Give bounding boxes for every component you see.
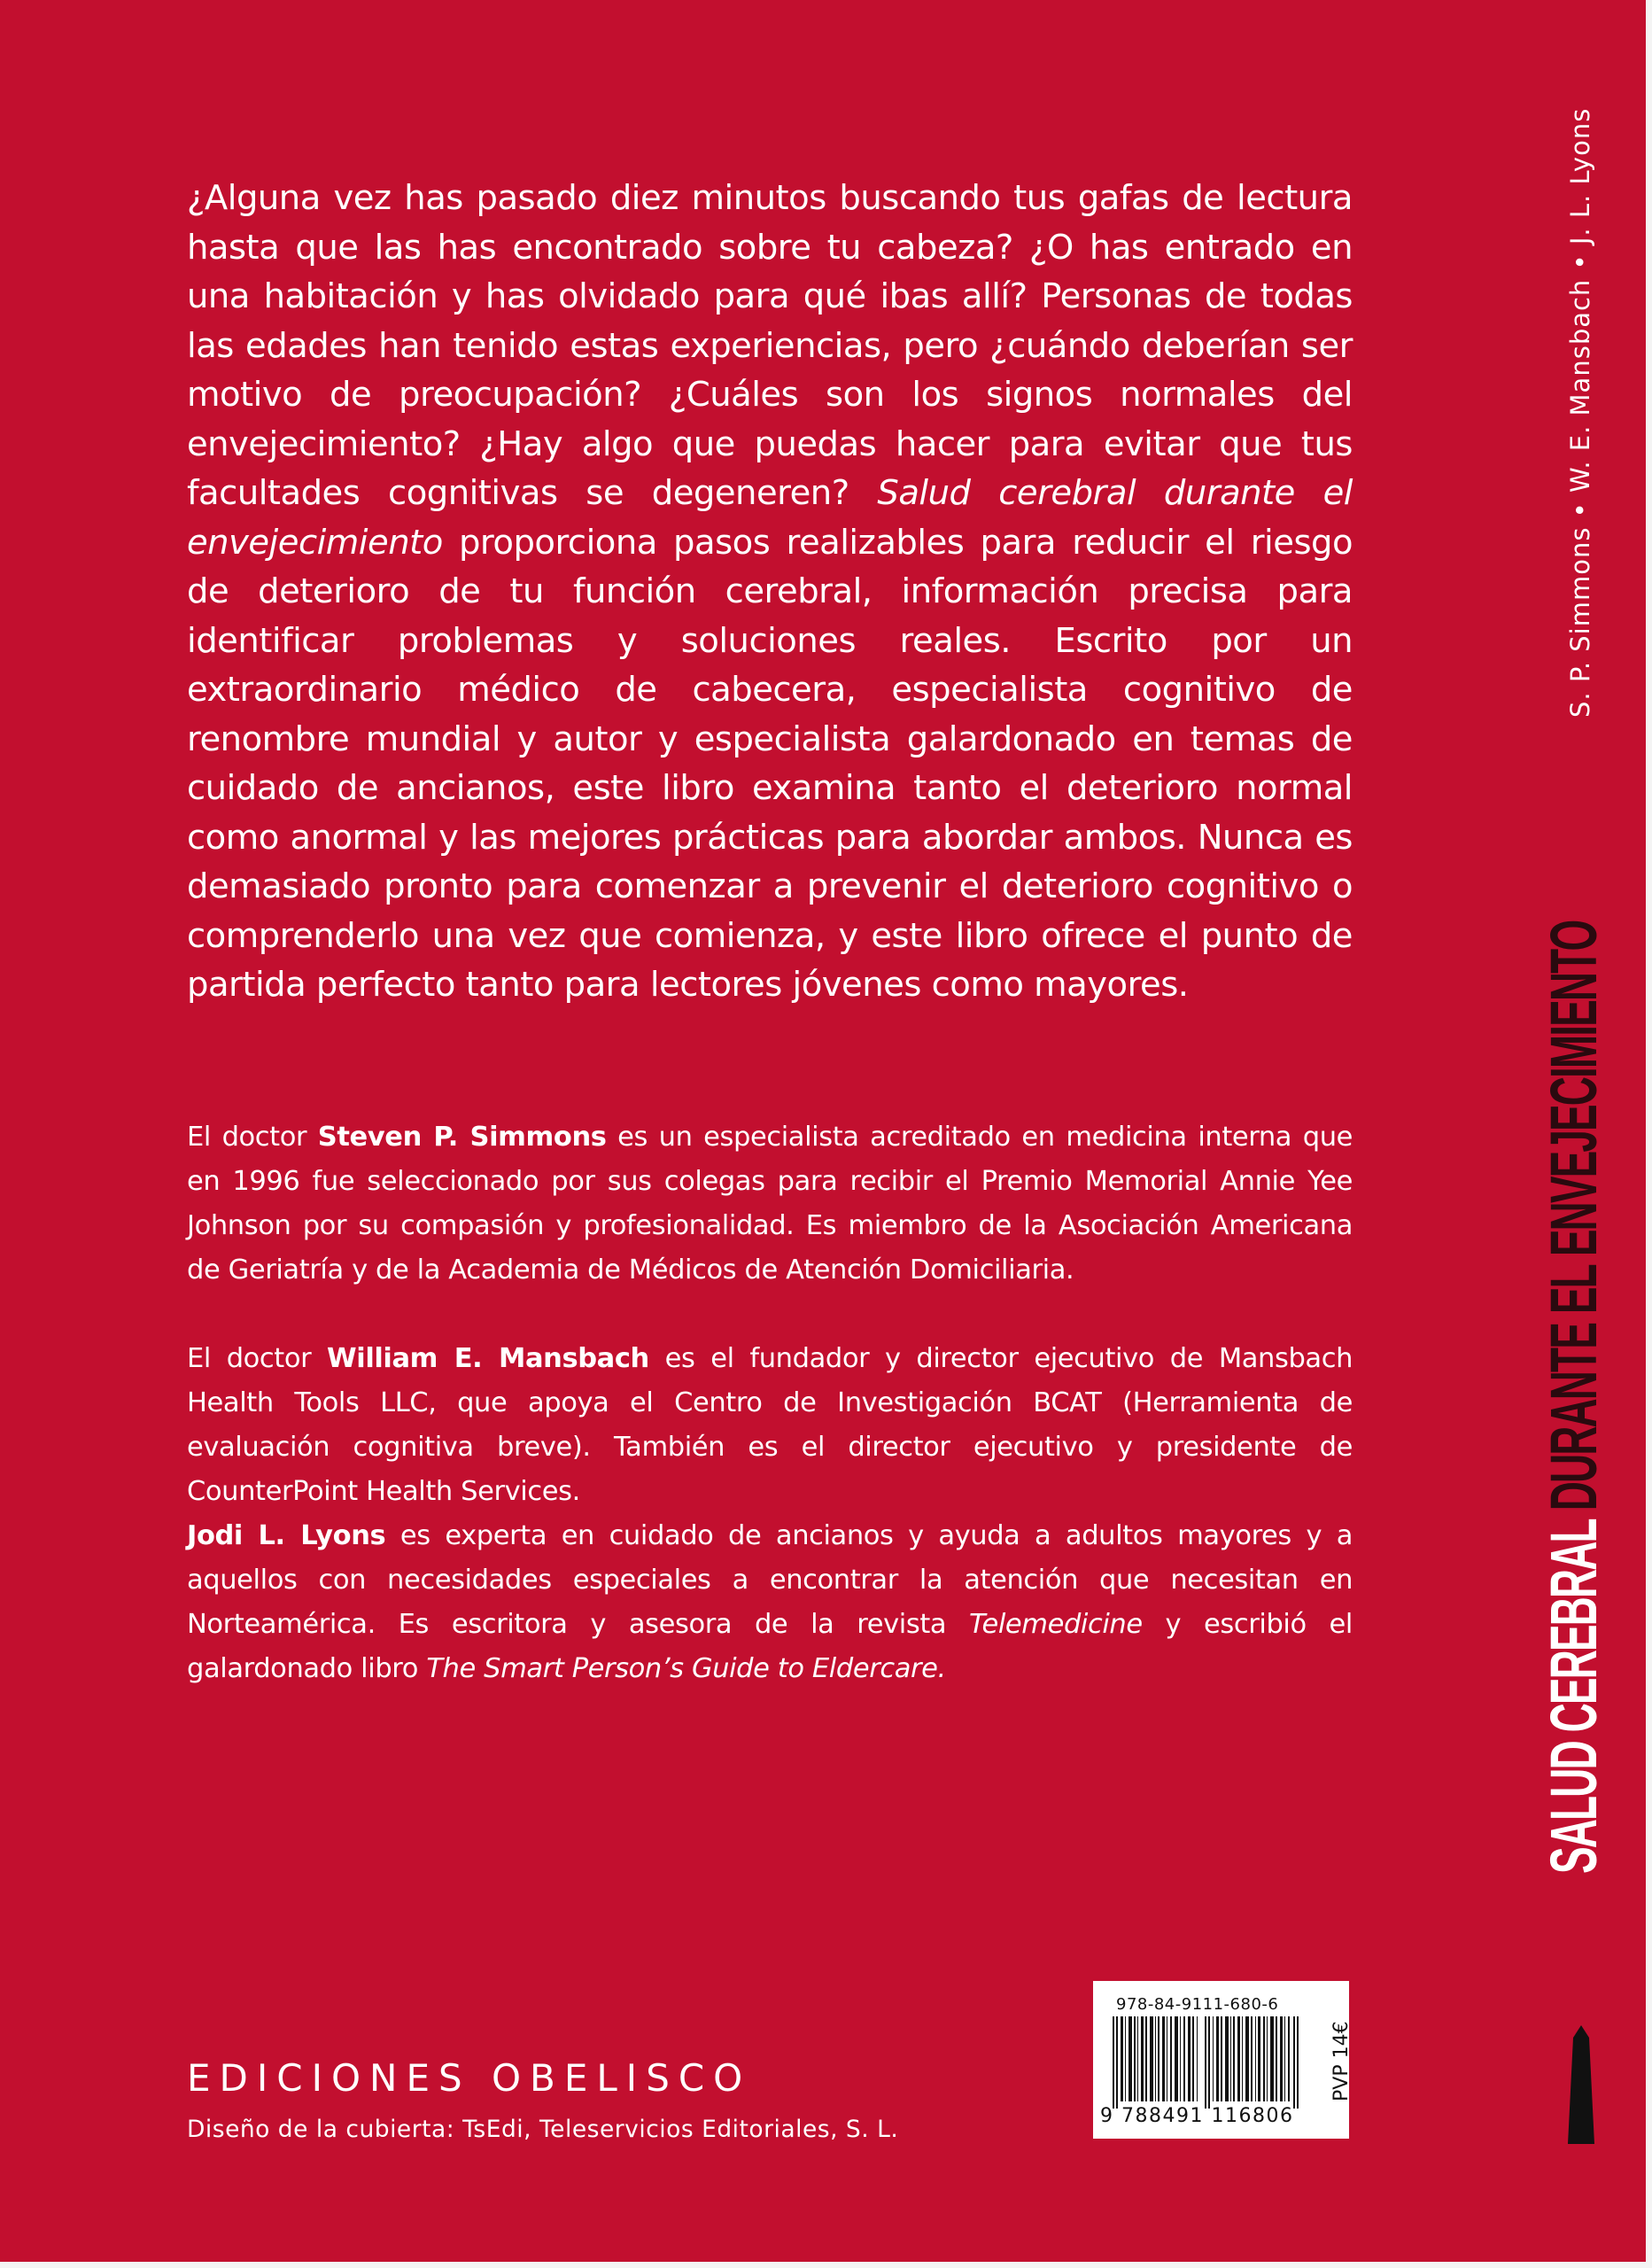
spine-title-part-1: SALUD CEREBRAL	[1537, 1511, 1610, 1874]
book-title-eldercare: The Smart Person’s Guide to Eldercare.	[426, 1653, 946, 1684]
magazine-title: Telemedicine	[969, 1609, 1143, 1640]
author-name-simmons: Steven P. Simmons	[317, 1122, 607, 1153]
blurb-text	[187, 174, 1353, 1010]
price-label: PVP 14€	[1330, 2021, 1353, 2101]
barcode-icon	[1113, 2016, 1307, 2109]
author-bio-mansbach	[187, 1337, 1353, 1514]
bio-text: es experta en cuidado de ancianos y ayuda a adultos mayores y a aquellos con necesidades especiales a encontrar la atención que necesitan en Norteamérica. Es escritora y asesora de la revista	[187, 1520, 1353, 1640]
barcode-digits: 9 788491 116806	[1100, 2105, 1294, 2127]
page-edge	[1646, 0, 1652, 2268]
bio-text: y escribió el galardonado libro	[187, 1609, 1353, 1684]
author-bio-lyons	[187, 1514, 1353, 1691]
spine-authors: S. P. Simmons • W. E. Mansbach • J. L. Lyons	[1565, 107, 1595, 718]
publisher-name: EDICIONES OBELISCO	[187, 2056, 752, 2100]
author-bio-simmons	[187, 1115, 1353, 1293]
cover-credits: Diseño de la cubierta: TsEdi, Teleservicios Editoriales, S. L.	[187, 2116, 899, 2143]
author-name-mansbach: William E. Mansbach	[327, 1343, 649, 1374]
blurb-part-1: ¿Alguna vez has pasado diez minutos buscando tus gafas de lectura hasta que las has encontrado sobre tu cabeza? ¿O has entrado en una habitación y has olvidado para qué ibas allí? Personas de todas las edades han tenido estas experiencias, pero ¿cuándo deberían ser motivo de preocupación? ¿Cuáles son los signos normales del envejecimiento? ¿Hay algo que puedas hacer para evitar que tus facultades cognitivas se degeneren?	[187, 178, 1353, 513]
blurb-part-2: proporciona pasos realizables para reducir el riesgo de deterioro de tu función cerebral, información precisa para identificar problemas y soluciones reales. Escrito por un extraordinario médico de cabecera, especialista cognitivo de renombre mundial y autor y especialista galardonado en temas de cuidado de ancianos, este libro examina tanto el deterioro normal como anormal y las mejores prácticas para abordar ambos. Nunca es demasiado pronto para comenzar a prevenir el deterioro cognitivo o comprenderlo una vez que comienza, y este libro ofrece el punto de partida perfecto tanto para lectores jóvenes como mayores.	[187, 522, 1353, 1005]
obelisk-logo-icon	[1561, 2025, 1602, 2144]
isbn-number: 978-84-9111-680-6	[1116, 1995, 1279, 2014]
barcode-label	[1093, 1981, 1353, 2139]
bio-text: es el fundador y director ejecutivo de Mansbach Health Tools LLC, que apoya el Centro de Investigación BCAT (Herramienta de evaluación cognitiva breve). También es el director ejecutivo y presidente de CounterPoint Health Services.	[187, 1343, 1353, 1507]
page-edge	[0, 2262, 1652, 2268]
bio-text: es un especialista acreditado en medicina interna que en 1996 fue seleccionado por sus colegas para recibir el Premio Memorial Annie Yee Johnson por su compasión y profesionalidad. Es miembro de la Asociación Americana de Geriatría y de la Academia de Médicos de Atención Domiciliaria.	[187, 1122, 1353, 1285]
bio-prefix: El doctor	[187, 1343, 328, 1374]
bio-prefix: El doctor	[187, 1122, 318, 1153]
spine-title	[1537, 920, 1610, 1874]
blurb-book-title: Salud cerebral durante el envejecimiento	[187, 473, 1353, 563]
author-name-lyons: Jodi L. Lyons	[187, 1520, 386, 1551]
spine-title-part-2: DURANTE EL ENVEJECIMIENTO	[1537, 920, 1610, 1511]
